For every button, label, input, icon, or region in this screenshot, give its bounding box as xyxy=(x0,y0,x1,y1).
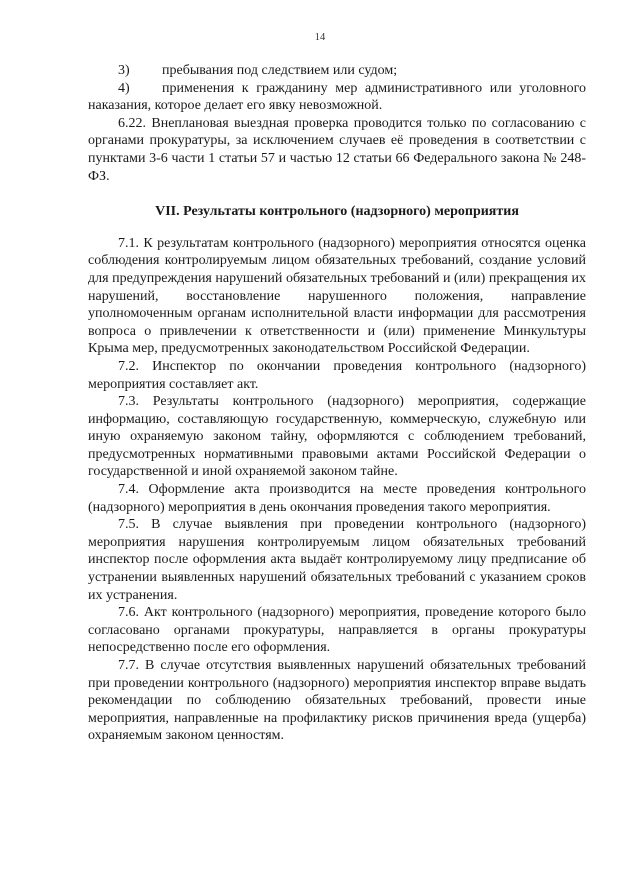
paragraph-7-5: 7.5. В случае выявления при проведении контрольного (надзорного) мероприятия нарушения контролируемым лицом обязательных требований инспектор после оформления акта выдаёт контролируемому лицу предписание об устранении выявленных нарушений обязательных требований с указанием сроков их устранения. xyxy=(88,517,586,603)
list-item-3 xyxy=(88,62,586,80)
list-item-text: пребывания под следствием или судом; xyxy=(162,63,398,78)
document-body xyxy=(88,62,586,745)
list-item-4 xyxy=(88,80,586,115)
paragraph-7-2: 7.2. Инспектор по окончании проведения контрольного (надзорного) мероприятия составляет акт. xyxy=(88,358,586,392)
paragraph-7-7: 7.7. В случае отсутствия выявленных нарушений обязательных требований при проведении контрольного (надзорного) мероприятия инспектор вправе выдать рекомендации по соблюдению обязательных требований, провести иные мероприятия, направленные на профилактику рисков причинения вреда (ущерба) охраняемым законом ценностям. xyxy=(88,658,586,744)
paragraph-7-6: 7.6. Акт контрольного (надзорного) мероприятия, проведение которого было согласовано органами прокуратуры, направляется в органы прокуратуры непосредственно после его оформления. xyxy=(88,605,586,656)
paragraph-7-3: 7.3. Результаты контрольного (надзорного) мероприятия, содержащие информацию, составляющую государственную, коммерческую, служебную или иную охраняемую законом тайну, оформляются с соблюдением требований, предусмотренных нормативными правовыми актами Российской Федерации о государственной и иной охраняемой законом тайне. xyxy=(88,394,586,480)
list-item-number: 3) xyxy=(118,63,130,78)
paragraph-7-1: 7.1. К результатам контрольного (надзорного) мероприятия относятся оценка соблюдения контролируемым лицом обязательных требований, создание условий для предупреждения нарушений обязательных требований и (или) прекращения их нарушений, восстановление нарушенного положения, направление уполномоченным органам исполнительной власти информации для рассмотрения вопроса о привлечении к ответственности и (или) применение Минкультуры Крыма мер, предусмотренных законодательством Российской Федерации. xyxy=(88,235,586,357)
list-item-text: применения к гражданину мер административного или уголовного наказания, которое делает его явку невозможной. xyxy=(88,80,586,114)
paragraph-6-22: 6.22. Внеплановая выездная проверка проводится только по согласованию с органами прокуратуры, за исключением случаев её проведения в соответствии с пунктами 3-6 части 1 статьи 57 и частью 12 статьи 66 Федерального закона № 248-ФЗ. xyxy=(88,115,586,184)
page-number: 14 xyxy=(314,32,326,43)
paragraph-7-4: 7.4. Оформление акта производится на месте проведения контрольного (надзорного) мероприятия в день окончания проведения такого мероприятия. xyxy=(88,482,586,515)
section-heading: VII. Результаты контрольного (надзорного) мероприятия xyxy=(155,204,519,220)
list-item-number: 4) xyxy=(118,80,130,96)
